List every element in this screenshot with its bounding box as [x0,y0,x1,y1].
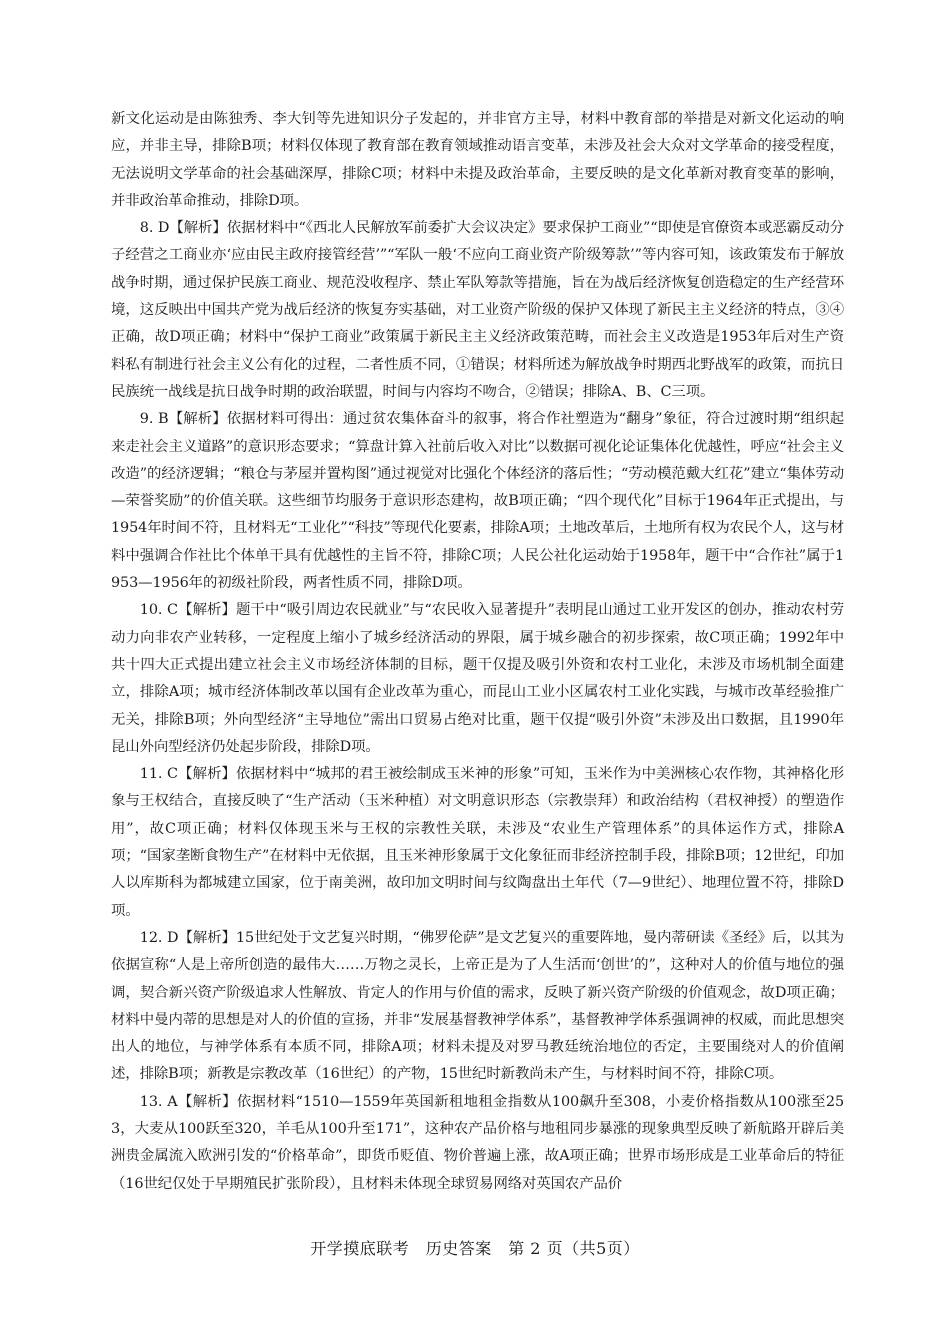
answer-9: 9. B【解析】依据材料可得出：通过贫农集体奋斗的叙事，将合作社塑造为“翻身”象征，符合过渡时期“组织起来走社会主义道路”的意识形态要求；“算盘计算入社前后收入对比”以数据可视化论证集体化优越性，呼应“社会主义改造”的经济逻辑；“粮仓与茅屋并置构图”通过视觉对比强化个体经济的落后性；“劳动模范戴大红花”建立“集体劳动—荣誉奖励”的价值关联。这些细节均服务于意识形态建构，故B项正确；“四个现代化”目标于1964年正式提出，与1954年时间不符，且材料无“工业化”“科技”等现代化要素，排除A项；土地改革后，土地所有权为农民个人，这与材料中强调合作社比个体单干具有优越性的主旨不符，排除C项；人民公社化运动始于1958年，题干中“合作社”属于1953—1956年的初级社阶段，两者性质不同，排除D项。 [111,411,844,592]
answer-8: 8. D【解析】依据材料中“《西北人民解放军前委扩大会议决定》要求保护工商业”“即使是官僚资本或恶霸反动分子经营之工商业亦‘应由民主政府接管经营’”“军队一般‘不应向工商业资产阶级筹款’”等内容可知，该政策发布于解放战争时期，通过保护民族工商业、规范没收程序、禁止军队筹款等措施，旨在为战后经济恢复创造稳定的生产经营环境，这反映出中国共产党为战后经济的恢复夯实基础，对工业资产阶级的保护又体现了新民主主义经济的特点，③④正确，故D项正确；材料中“保护工商业”政策属于新民主主义经济政策范畴，而社会主义改造是1953年后对生产资料私有制进行社会主义公有化的过程，二者性质不同，①错误；材料所述为解放战争时期西北野战军的政策，而抗日民族统一战线是抗日战争时期的政治联盟，时间与内容均不吻合，②错误；排除A、B、C三项。 [111,220,844,400]
answer-paragraph-continued: 新文化运动是由陈独秀、李大钊等先进知识分子发起的，并非官方主导，材料中教育部的举措是对新文化运动的响应，并非主导，排除B项；材料仅体现了教育部在教育领域推动语言变革，未涉及社会大众对文学革命的接受程度，无法说明文学革命的社会基础深厚，排除C项；材料中未提及政治革命，主要反映的是文化革新对教育变革的影响，并非政治革命推动，排除D项。 [111,111,844,209]
answer-12: 12. D【解析】15世纪处于文艺复兴时期，“佛罗伦萨”是文艺复兴的重要阵地，曼内蒂研读《圣经》后，以其为依据宣称“人是上帝所创造的最伟大……万物之灵长，上帝正是为了人生活而‘创世’的”，这种对人的价值与地位的强调，契合新兴资产阶级追求人性解放、肯定人的作用与价值的需求，反映了新兴资产阶级的价值观念，故D项正确；材料中曼内蒂的思想是对人的价值的宣扬，并非“发展基督教神学体系”，基督教神学体系强调神的权威，而此思想突出人的地位，与神学体系有本质不同，排除A项；材料未提及对罗马教廷统治地位的否定，主要围绕对人的价值阐述，排除B项；新教是宗教改革（16世纪）的产物，15世纪时新教尚未产生，与材料时间不符，排除C项。 [111,929,844,1083]
answer-11: 11. C【解析】依据材料中“城邦的君王被绘制成玉米神的形象”可知，玉米作为中美洲核心农作物，其神格化形象与王权结合，直接反映了“生产活动（玉米种植）对文明意识形态（宗教崇拜）和政治结构（君权神授）的塑造作用”，故C项正确；材料仅体现玉米与王权的宗教性关联，未涉及“农业生产管理体系”的具体运作方式，排除A项；“国家垄断食物生产”在材料中无依据，且玉米神形象属于文化象征而非经济控制手段，排除B项；12世纪，印加人以库斯科为都城建立国家，位于南美洲，故印加文明时间与纹陶盘出土年代（7—9世纪）、地理位置不符，排除D项。 [111,766,844,919]
answer-10: 10. C【解析】题干中“吸引周边农民就业”与“农民收入显著提升”表明昆山通过工业开发区的创办，推动农村劳动力向非农产业转移，一定程度上缩小了城乡经济活动的界限，属于城乡融合的初步探索，故C项正确；1992年中共十四大正式提出建立社会主义市场经济体制的目标，题干仅提及吸引外资和农村工业化，未涉及市场机制全面建立，排除A项；城市经济体制改革以国有企业改革为重心，而昆山工业小区属农村工业化实践，与城市改革经验推广无关，排除B项；外向型经济“主导地位”需出口贸易占绝对比重，题干仅提“吸引外资”未涉及出口数据，且1990年昆山外向型经济仍处起步阶段，排除D项。 [111,602,844,755]
answer-body [111,106,844,1198]
page-footer: 开学摸底联考 历史答案 第 2 页（共5页） [310,1239,640,1258]
answer-13: 13. A【解析】依据材料“1510—1559年英国新租地租金指数从100飙升至308，小麦价格指数从100涨至253，大麦从100跃至320，羊毛从100升至171”，这种农产品价格与地租同步暴涨的现象典型反映了新航路开辟后美洲贵金属流入欧洲引发的“价格革命”，即货币贬值、物价普遍上涨，故A项正确；世界市场形成是工业革命后的特征（16世纪仅处于早期殖民扩张阶段），且材料未体现全球贸易网络对英国农产品价 [111,1093,844,1192]
